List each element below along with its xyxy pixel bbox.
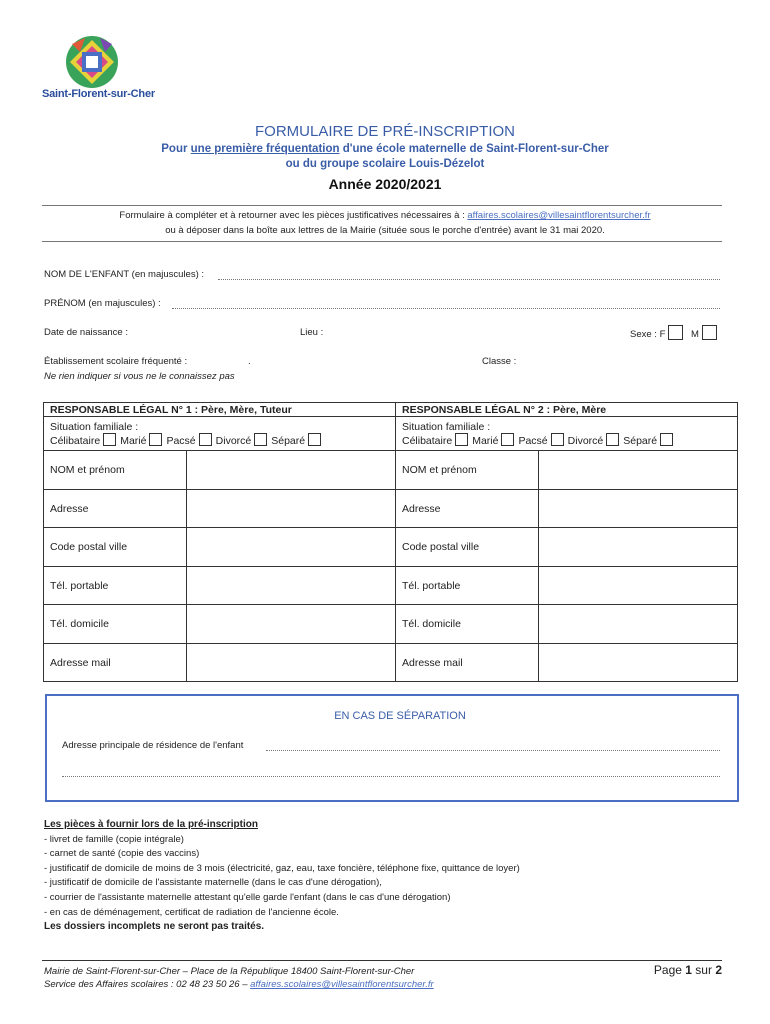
school-note: Ne rien indiquer si vous ne le connaissez pas (44, 371, 235, 382)
status-label: Célibataire (402, 434, 453, 447)
guardian1-field[interactable] (187, 528, 396, 567)
row-label: Adresse mail (396, 644, 539, 682)
row-label: Code postal ville (44, 528, 187, 567)
row-label: Code postal ville (396, 528, 539, 567)
row-label: NOM et prénom (44, 451, 187, 490)
guardian2-field[interactable] (539, 567, 738, 605)
footer-contact: Service des Affaires scolaires : 02 48 23 50 26 – affaires.scolaires@villesaintflorentsurcher.fr (44, 979, 434, 990)
situation-label: Situation familiale : (402, 420, 491, 433)
status-checkbox[interactable] (551, 433, 564, 446)
guardian1-field[interactable] (187, 605, 396, 644)
sex-m-label: M (690, 329, 699, 340)
status-label: Célibataire (50, 434, 101, 447)
row-label: Adresse (44, 490, 187, 528)
guardian2-title: RESPONSABLE LÉGAL N° 2 : Père, Mère (396, 403, 738, 417)
instructions-line2: ou à déposer dans la boîte aux lettres de la Mairie (située sous le porche d'entrée) avant le 31 mai 2020. (165, 225, 605, 236)
child-name-field[interactable] (218, 279, 720, 280)
situation-label: Situation familiale : (50, 420, 139, 433)
guardian2-field[interactable] (539, 490, 738, 528)
documents-heading: Les pièces à fournir lors de la pré-inscription (44, 819, 258, 830)
status-label: Pacsé (518, 434, 548, 447)
list-item: - justificatif de domicile de moins de 3 mois (électricité, gaz, eau, taxe foncière, téléphone fixe, quittance de loyer) (44, 862, 520, 874)
footer-divider (42, 960, 722, 961)
guardian1-field[interactable] (187, 644, 396, 682)
status-checkbox[interactable] (660, 433, 673, 446)
status-label: Pacsé (166, 434, 196, 447)
guardian1-field[interactable] (187, 490, 396, 528)
row-label: Tél. domicile (396, 605, 539, 644)
list-item: - justificatif de domicile de l'assistante maternelle (dans le cas d'une dérogation), (44, 877, 382, 889)
status-checkbox[interactable] (606, 433, 619, 446)
school-year: Année 2020/2021 (328, 176, 442, 192)
status-label: Séparé (271, 434, 306, 447)
child-firstname-field[interactable] (172, 308, 720, 309)
subtitle-line2: ou du groupe scolaire Louis-Dézelot (285, 158, 485, 170)
residence-field-line2[interactable] (62, 776, 720, 777)
status-label: Divorcé (567, 434, 604, 447)
birthdate-label: Date de naissance : (44, 327, 128, 338)
guardian1-title: RESPONSABLE LÉGAL N° 1 : Père, Mère, Tuteur (44, 403, 396, 417)
row-label: Tél. domicile (44, 605, 187, 644)
legal-guardians-table (43, 402, 738, 682)
sex-m-checkbox[interactable] (702, 325, 717, 340)
separation-title: EN CAS DE SÉPARATION (334, 710, 466, 722)
list-item: - livret de famille (copie intégrale) (44, 833, 184, 845)
status-checkbox[interactable] (455, 433, 468, 446)
incomplete-note: Les dossiers incomplets ne seront pas traités. (44, 921, 265, 933)
page-number: Page 1 sur 2 (653, 963, 722, 977)
child-firstname-label: PRÉNOM (en majuscules) : (44, 298, 161, 309)
status-checkbox[interactable] (103, 433, 116, 446)
logo-text: Saint-Florent-sur-Cher (42, 88, 155, 100)
status-checkbox[interactable] (149, 433, 162, 446)
residence-field[interactable] (266, 750, 720, 751)
guardian1-situation (44, 417, 396, 451)
guardian2-status-options (402, 433, 731, 447)
instructions-line1: Formulaire à compléter et à retourner avec les pièces justificatives nécessaires à : affaires.scolaires@villesaintflorentsurcher.fr (119, 210, 651, 221)
birthplace-label: Lieu : (300, 327, 324, 338)
guardian2-field[interactable] (539, 451, 738, 490)
status-label: Marié (120, 434, 147, 447)
subtitle-line1: Pour une première fréquentation d'une école maternelle de Saint-Florent-sur-Cher (161, 143, 609, 155)
status-checkbox[interactable] (199, 433, 212, 446)
row-label: Adresse mail (44, 644, 187, 682)
sex-f-checkbox[interactable] (668, 325, 683, 340)
footer (44, 965, 434, 991)
row-label: NOM et prénom (396, 451, 539, 490)
row-label: Tél. portable (44, 567, 187, 605)
status-label: Séparé (623, 434, 658, 447)
row-label: Tél. portable (396, 567, 539, 605)
sex-selector (630, 325, 717, 340)
status-checkbox[interactable] (254, 433, 267, 446)
guardian2-field[interactable] (539, 605, 738, 644)
school-label: Établissement scolaire fréquenté : (44, 356, 188, 367)
guardian2-situation (396, 417, 738, 451)
list-item: - carnet de santé (copie des vaccins) (44, 848, 200, 860)
guardian1-field[interactable] (187, 567, 396, 605)
form-title: FORMULAIRE DE PRÉ-INSCRIPTION (254, 123, 516, 140)
sex-label: Sexe : F (630, 329, 666, 340)
footer-address: Mairie de Saint-Florent-sur-Cher – Place de la République 18400 Saint-Florent-sur-Cher (44, 966, 415, 977)
guardian1-status-options (50, 433, 389, 447)
guardian1-field[interactable] (187, 451, 396, 490)
row-label: Adresse (396, 490, 539, 528)
residence-label: Adresse principale de résidence de l'enfant (62, 740, 244, 751)
list-item: - courrier de l'assistante maternelle attestant qu'elle garde l'enfant (dans le cas d'une dérogation) (44, 891, 451, 903)
status-label: Marié (472, 434, 499, 447)
guardian2-field[interactable] (539, 528, 738, 567)
footer-email-link[interactable]: affaires.scolaires@villesaintflorentsurcher.fr (250, 979, 434, 990)
class-label: Classe : (482, 356, 517, 367)
email-link[interactable]: affaires.scolaires@villesaintflorentsurcher.fr (467, 210, 651, 221)
guardian2-field[interactable] (539, 644, 738, 682)
list-item: - en cas de déménagement, certificat de radiation de l'ancienne école. (44, 906, 339, 918)
divider (42, 241, 722, 242)
child-name-label: NOM DE L'ENFANT (en majuscules) : (44, 269, 205, 280)
status-label: Divorcé (215, 434, 252, 447)
documents-list (44, 818, 520, 935)
divider (42, 205, 722, 206)
school-dot: . (248, 356, 251, 367)
status-checkbox[interactable] (501, 433, 514, 446)
status-checkbox[interactable] (308, 433, 321, 446)
